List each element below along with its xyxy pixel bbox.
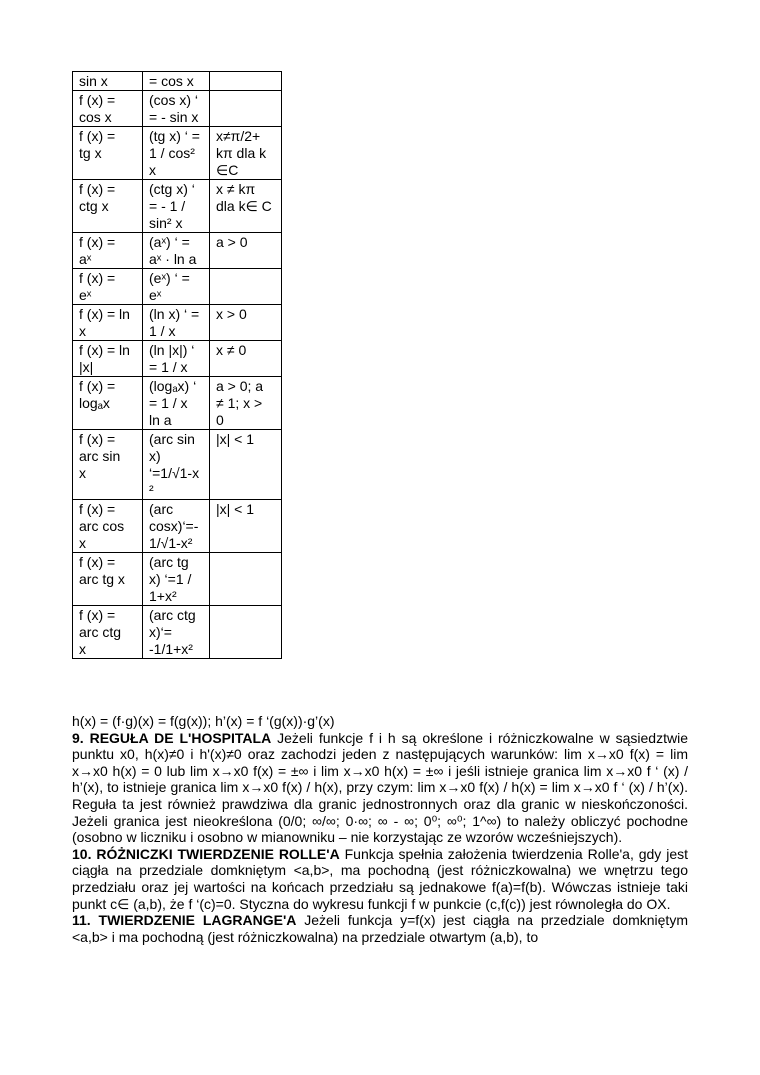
derivative-cell-text: (eˣ) ‘ = eˣ bbox=[149, 270, 190, 303]
derivative-cell bbox=[143, 305, 210, 341]
condition-cell bbox=[210, 305, 282, 341]
composition-formula: h(x) = (f·g)(x) = f(g(x)); h’(x) = f ‘(g(x))·g’(x) bbox=[72, 713, 335, 729]
condition-cell bbox=[210, 377, 282, 430]
condition-cell-text: |x| < 1 bbox=[216, 431, 255, 447]
function-cell bbox=[73, 305, 143, 341]
table-row bbox=[73, 430, 282, 500]
function-cell-text: f (x) = arc ctg x bbox=[79, 607, 122, 657]
table-row bbox=[73, 341, 282, 377]
condition-cell bbox=[210, 233, 282, 269]
condition-cell bbox=[210, 553, 282, 606]
condition-cell bbox=[210, 269, 282, 305]
condition-cell bbox=[210, 72, 282, 91]
condition-cell bbox=[210, 430, 282, 500]
table-row bbox=[73, 127, 282, 180]
table-row bbox=[73, 305, 282, 341]
condition-cell-text: a > 0 bbox=[216, 234, 248, 250]
table-row bbox=[73, 500, 282, 553]
function-cell bbox=[73, 341, 143, 377]
derivative-cell-text: (logₐx) ‘ = 1 / x ln a bbox=[149, 378, 197, 428]
derivative-cell-text: (arc tg x) ‘=1 / 1+x² bbox=[149, 554, 192, 604]
function-cell-text: f (x) = eˣ bbox=[79, 270, 116, 303]
document-text bbox=[72, 713, 688, 945]
function-cell bbox=[73, 269, 143, 305]
function-cell-text: f (x) = aˣ bbox=[79, 234, 116, 267]
derivative-cell-text: (cos x) ‘ = - sin x bbox=[149, 92, 199, 125]
derivative-cell bbox=[143, 180, 210, 233]
derivatives-table bbox=[72, 71, 282, 659]
condition-cell-text: a > 0; a ≠ 1; x > 0 bbox=[216, 378, 264, 428]
function-cell-text: f (x) = tg x bbox=[79, 128, 116, 161]
section-heading: 10. RÓŻNICZKI TWIERDZENIE ROLLE'A bbox=[72, 845, 340, 862]
derivatives-table-body bbox=[73, 72, 282, 659]
function-cell bbox=[73, 553, 143, 606]
function-cell bbox=[73, 430, 143, 500]
condition-cell-text: x≠π/2+ kπ dla k ∈C bbox=[216, 128, 267, 178]
function-cell-text: f (x) = ctg x bbox=[79, 181, 116, 214]
derivative-cell bbox=[143, 553, 210, 606]
condition-cell-text: |x| < 1 bbox=[216, 501, 255, 517]
section-body: Funkcja spełnia założenia twierdzenia Rolle'a, gdy jest ciągła na przedziale domkniętym <a,b>, ma pochodną (jest różniczkowalna) we wnętrzu tego przedziału oraz jej wartości na końcach przedziału są jednakowe f(a)=f(b). Wówczas istnieje taki punkt c∈ (a,b), że f ‘(c)=0. Styczna do wykresu funkcji f w punkcie (c,f(c)) jest równoległa do OX. bbox=[72, 845, 688, 912]
function-cell bbox=[73, 91, 143, 127]
function-cell-text: f (x) = ln |x| bbox=[79, 342, 130, 375]
derivative-cell-text: (tg x) ‘ = 1 / cos² x bbox=[149, 128, 200, 178]
function-cell-text: f (x) = arc sin x bbox=[79, 431, 121, 481]
derivative-cell-text: (arc sin x) ‘=1/√1-x ² bbox=[149, 431, 200, 498]
derivative-cell-text: = cos x bbox=[149, 73, 194, 89]
section-heading: 11. TWIERDZENIE LAGRANGE'A bbox=[72, 912, 297, 929]
derivative-cell bbox=[143, 377, 210, 430]
table-row bbox=[73, 180, 282, 233]
section-9-lhospital bbox=[72, 730, 688, 846]
function-cell bbox=[73, 180, 143, 233]
derivative-cell-text: (ctg x) ‘ = - 1 / sin² x bbox=[149, 181, 195, 231]
section-body: Jeżeli funkcja y=f(x) jest ciągła na przedziale domkniętym <a,b> i ma pochodną (jest różniczkowalna) na przedziale otwartym (a,b), to bbox=[72, 912, 688, 945]
condition-cell bbox=[210, 180, 282, 233]
derivative-cell bbox=[143, 72, 210, 91]
derivative-cell bbox=[143, 500, 210, 553]
derivative-cell-text: (aˣ) ‘ = aˣ · ln a bbox=[149, 234, 197, 267]
function-cell-text: f (x) = logₐx bbox=[79, 378, 116, 411]
function-cell bbox=[73, 127, 143, 180]
derivative-cell bbox=[143, 430, 210, 500]
function-cell bbox=[73, 606, 143, 659]
section-10-rolle bbox=[72, 846, 688, 912]
derivative-cell-text: (ln x) ‘ = 1 / x bbox=[149, 306, 200, 339]
function-cell bbox=[73, 500, 143, 553]
table-row bbox=[73, 269, 282, 305]
derivative-cell bbox=[143, 91, 210, 127]
section-11-lagrange bbox=[72, 912, 688, 945]
condition-cell-text: x ≠ 0 bbox=[216, 342, 247, 358]
condition-cell-text: x ≠ kπ dla k∈ C bbox=[216, 181, 272, 214]
condition-cell bbox=[210, 606, 282, 659]
derivative-cell-text: (ln |x|) ‘ = 1 / x bbox=[149, 342, 195, 375]
function-cell-text: f (x) = arc tg x bbox=[79, 554, 125, 587]
derivative-cell-text: (arc cosx)‘=- 1/√1-x² bbox=[149, 501, 199, 551]
table-row bbox=[73, 233, 282, 269]
function-cell bbox=[73, 377, 143, 430]
derivative-cell bbox=[143, 269, 210, 305]
derivative-cell bbox=[143, 606, 210, 659]
table-row bbox=[73, 72, 282, 91]
table-row bbox=[73, 553, 282, 606]
table-row bbox=[73, 377, 282, 430]
condition-cell bbox=[210, 341, 282, 377]
derivative-cell bbox=[143, 341, 210, 377]
table-row bbox=[73, 606, 282, 659]
derivative-cell bbox=[143, 233, 210, 269]
condition-cell-text: x > 0 bbox=[216, 306, 247, 322]
function-cell-text: f (x) = arc cos x bbox=[79, 501, 125, 551]
function-cell-text: f (x) = ln x bbox=[79, 306, 130, 339]
condition-cell bbox=[210, 91, 282, 127]
section-body: Jeżeli funkcje f i h są określone i różniczkowalne w sąsiedztwie punktu x0, h(x)≠0 i h'(x)≠0 oraz zachodzi jeden z następujących warunków: lim x→x0 f(x) = lim x→x0 h(x) = 0 lub lim x→x0 f(x) = ±∞ i lim x→x0 h(x) = ±∞ i jeśli istnieje granica lim x→x0 f ‘ (x) / h’(x), to istnieje granica lim x→x0 f(x) / h(x), przy czym: lim x→x0 f(x) / h(x) = lim x→x0 f ‘ (x) / h’(x). Reguła ta jest również prawdziwa dla granic jednostronnych oraz dla granic w nieskończoności. Jeżeli granica jest nieokreślona (0/0; ∞/∞; 0·∞; ∞ - ∞; 0⁰; ∞⁰; 1^∞) to należy obliczyć pochodne (osobno w liczniku i osobno w mianowniku – nie korzystając ze wzorów wcześniejszych). bbox=[72, 729, 688, 846]
table-row bbox=[73, 91, 282, 127]
function-cell-text: f (x) = cos x bbox=[79, 92, 116, 125]
derivative-cell bbox=[143, 127, 210, 180]
section-heading: 9. REGUŁA DE L'HOSPITALA bbox=[72, 729, 272, 746]
function-cell-text: sin x bbox=[79, 73, 108, 89]
function-cell bbox=[73, 233, 143, 269]
condition-cell bbox=[210, 500, 282, 553]
derivative-cell-text: (arc ctg x)‘= -1/1+x² bbox=[149, 607, 196, 657]
condition-cell bbox=[210, 127, 282, 180]
function-cell bbox=[73, 72, 143, 91]
